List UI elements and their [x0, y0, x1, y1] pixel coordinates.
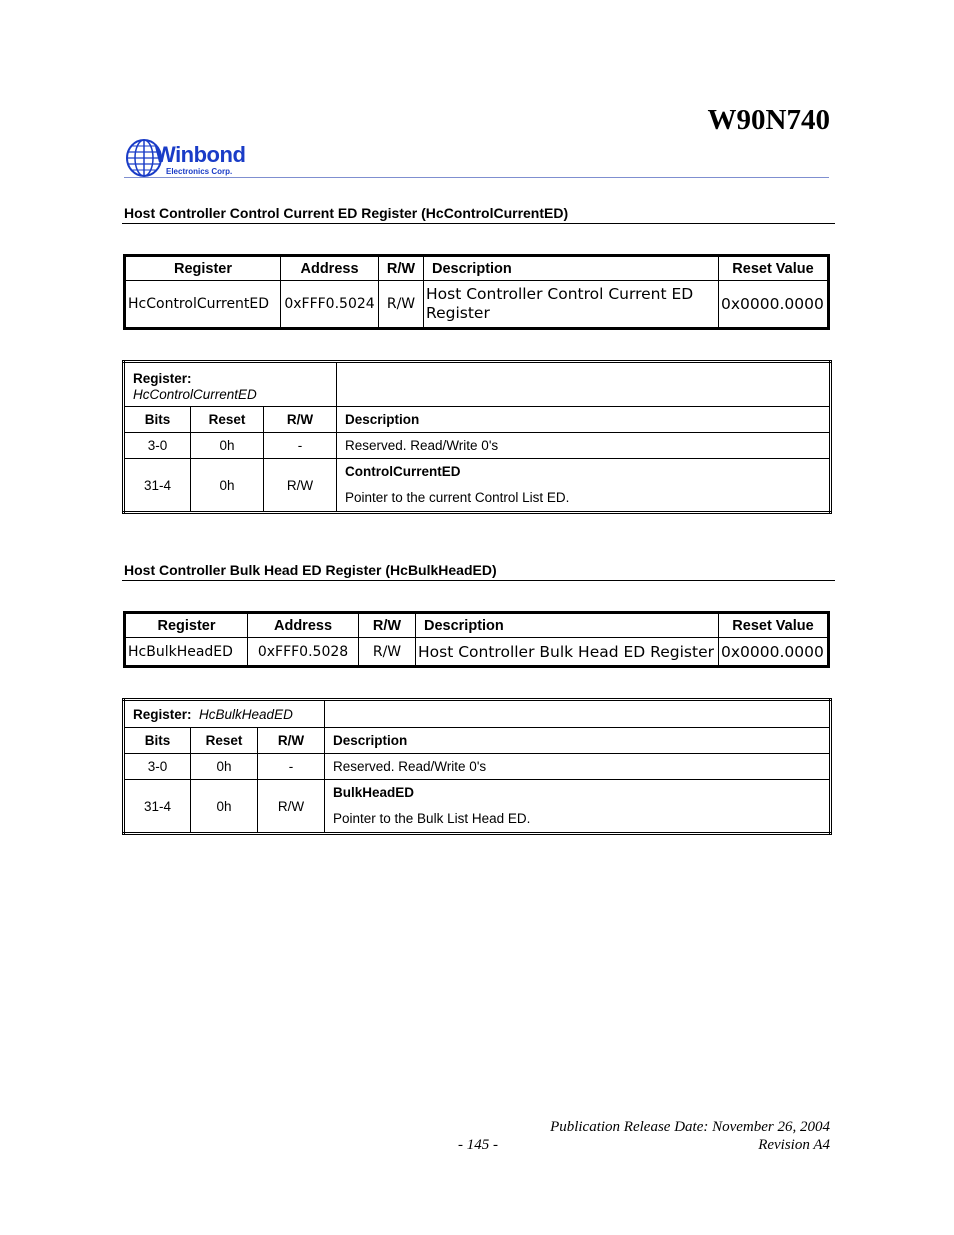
table-header-row: [124, 407, 831, 433]
logo-subtitle: Electronics Corp.: [166, 167, 233, 176]
field-name: BulkHeadED: [333, 785, 415, 800]
reset-cell: 0h: [191, 754, 258, 780]
address-cell: 0xFFF0.5024: [281, 281, 379, 329]
description-cell: [337, 459, 831, 513]
table-row: [125, 638, 829, 667]
rw-cell: R/W: [379, 281, 424, 329]
column-header: Address: [281, 256, 379, 281]
table-header-row: [125, 613, 829, 638]
column-header: Bits: [124, 407, 191, 433]
winbond-logo: [126, 138, 251, 178]
description-cell: [325, 780, 831, 834]
register-name: HcBulkHeadED: [199, 706, 293, 722]
column-header: Reset Value: [719, 613, 829, 638]
field-name: ControlCurrentED: [345, 464, 461, 479]
reset-value-cell: 0x0000.0000: [719, 638, 829, 667]
revision: Revision A4: [758, 1137, 830, 1153]
column-header: Bits: [124, 728, 191, 754]
address-cell: 0xFFF0.5028: [248, 638, 359, 667]
table-header-row: [125, 256, 829, 281]
page-number: - 145 -: [458, 1137, 498, 1153]
table-row: [124, 433, 831, 459]
column-header: Reset: [191, 728, 258, 754]
description-cell: Reserved. Read/Write 0's: [325, 754, 831, 780]
column-header: Description: [337, 407, 831, 433]
column-header: R/W: [379, 256, 424, 281]
column-header: Description: [325, 728, 831, 754]
field-description: Pointer to the Bulk List Head ED.: [333, 811, 531, 826]
field-description: Pointer to the current Control List ED.: [345, 490, 570, 505]
register-label: Register:: [133, 706, 192, 722]
column-header: Reset: [191, 407, 264, 433]
empty-cell: [325, 700, 831, 728]
table-row: [124, 780, 831, 834]
rw-cell: -: [264, 433, 337, 459]
section-title: Host Controller Bulk Head ED Register (HcBulkHeadED): [122, 562, 835, 581]
logo-wordmark: Winbond: [155, 142, 246, 167]
description-cell: Reserved. Read/Write 0's: [337, 433, 831, 459]
column-header: Register: [125, 613, 248, 638]
reset-value-cell: 0x0000.0000: [719, 281, 829, 329]
bits-cell: 31-4: [124, 459, 191, 513]
empty-cell: [337, 362, 831, 407]
column-header: Address: [248, 613, 359, 638]
description-cell: Host Controller Control Current ED Register: [424, 281, 719, 329]
description-cell: Host Controller Bulk Head ED Register: [416, 638, 719, 667]
reset-cell: 0h: [191, 433, 264, 459]
table-row: [124, 754, 831, 780]
rw-cell: R/W: [359, 638, 416, 667]
column-header: R/W: [264, 407, 337, 433]
bits-cell: 3-0: [124, 754, 191, 780]
column-header: R/W: [359, 613, 416, 638]
register-summary-table: [123, 254, 830, 330]
column-header: Register: [125, 256, 281, 281]
bit-field-table: [122, 698, 832, 835]
header-rule: [124, 177, 829, 178]
bits-cell: 31-4: [124, 780, 191, 834]
column-header: Description: [416, 613, 719, 638]
register-cell: HcBulkHeadED: [125, 638, 248, 667]
rw-cell: R/W: [258, 780, 325, 834]
table-row: [125, 281, 829, 329]
register-name: HcControlCurrentED: [133, 387, 257, 402]
rw-cell: R/W: [264, 459, 337, 513]
register-cell: HcControlCurrentED: [125, 281, 281, 329]
register-name-row: [124, 362, 831, 407]
column-header: Description: [424, 256, 719, 281]
register-label: Register:: [133, 371, 192, 386]
column-header: R/W: [258, 728, 325, 754]
publication-date: Publication Release Date: November 26, 2004: [550, 1119, 830, 1135]
bits-cell: 3-0: [124, 433, 191, 459]
reset-cell: 0h: [191, 780, 258, 834]
bit-field-table: [122, 360, 832, 514]
column-header: Reset Value: [719, 256, 829, 281]
table-header-row: [124, 728, 831, 754]
document-title: W90N740: [707, 104, 830, 136]
table-row: [124, 459, 831, 513]
register-summary-table: [123, 611, 830, 668]
section-title: Host Controller Control Current ED Register (HcControlCurrentED): [122, 205, 835, 224]
reset-cell: 0h: [191, 459, 264, 513]
rw-cell: -: [258, 754, 325, 780]
register-name-row: [124, 700, 831, 728]
